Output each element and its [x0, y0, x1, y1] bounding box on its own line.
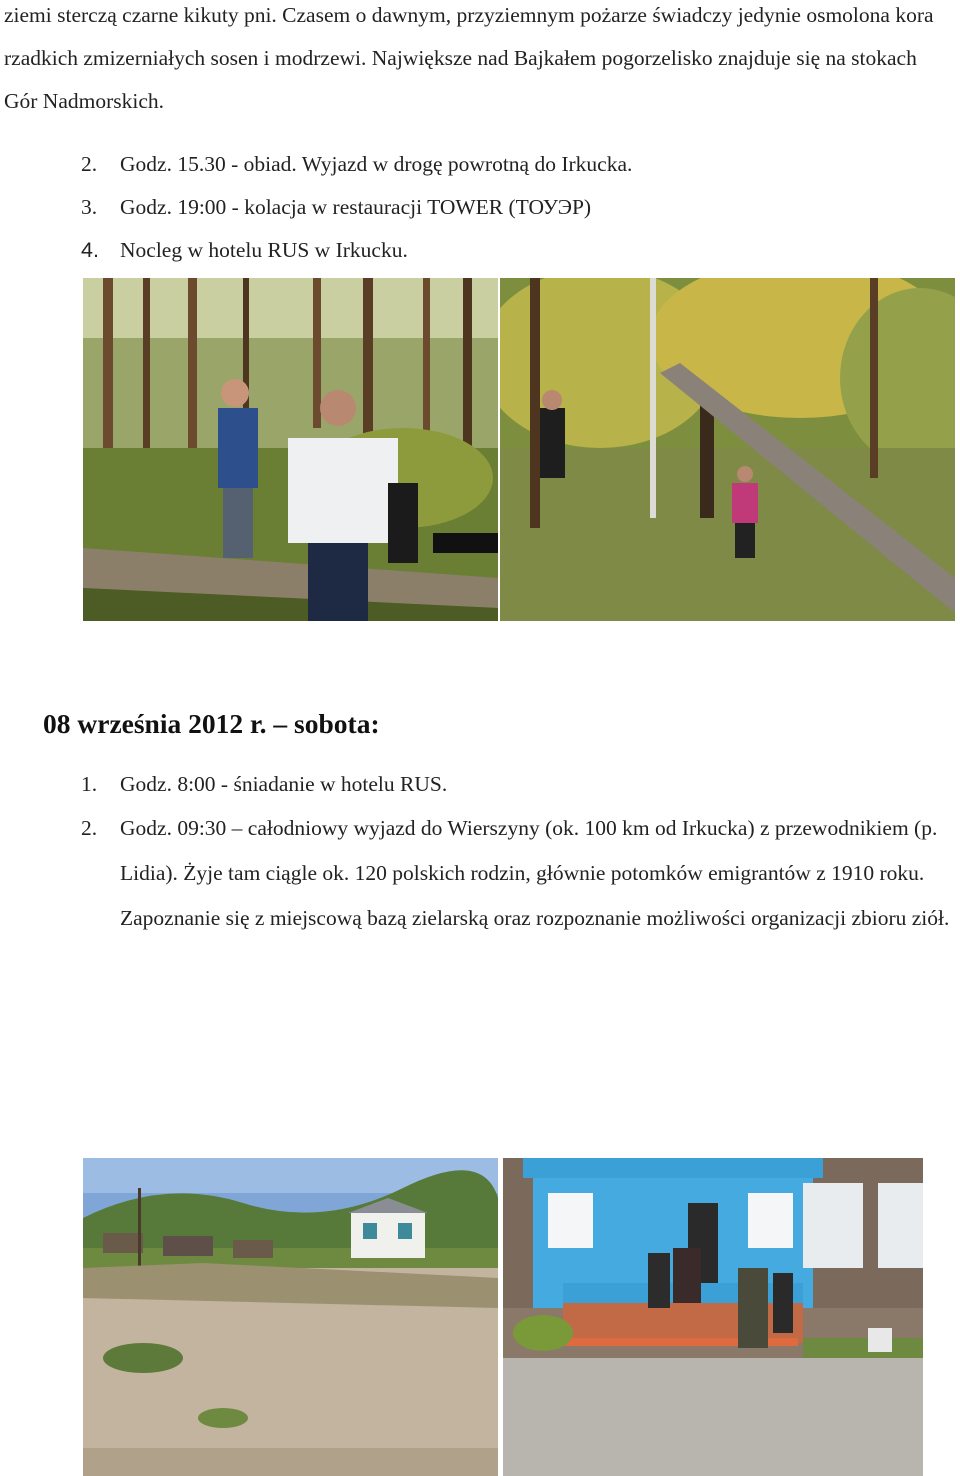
list-item-number: 3. [81, 195, 98, 219]
list-item-text: Godz. 15.30 - obiad. Wyjazd w drogę powrotną do Irkucka. [120, 152, 633, 176]
list-item [0, 186, 960, 229]
list-item [0, 229, 960, 272]
list-item-number: 1. [81, 772, 98, 796]
list-item-number: 2. [81, 152, 98, 176]
list-item [0, 806, 960, 941]
day-heading: 08 września 2012 r. – sobota: [43, 708, 380, 739]
list-item-text: Godz. 8:00 - śniadanie w hotelu RUS. [120, 772, 448, 796]
intro-paragraph: ziemi sterczą czarne kikuty pni. Czasem o dawnym, przyziemnym pożarze świadczy jedynie osmolona kora rzadkich zmizerniałych sosen i modrzewi. Największe nad Bajkałem pogorzelisko znajduje się na stokach Gór Nadmorskich. [4, 3, 934, 113]
list-item-number: 2. [81, 816, 98, 840]
list-item [0, 763, 960, 806]
list-item-text: Godz. 19:00 - kolacja w restauracji TOWER (ТОУЭР) [120, 195, 592, 219]
schedule-list-day2 [0, 763, 960, 941]
village-road-photo-icon [83, 1158, 498, 1476]
list-item-text: Godz. 09:30 – całodniowy wyjazd do Wierszyny (ok. 100 km od Irkucka) z przewodnikiem (p. Lidia). Żyje tam ciągle ok. 120 polskich rodzin, głównie potomków emigrantów z 1910 roku. Zapoznanie się z miejscową bazą zielarską oraz rozpoznanie możliwości organizacji zbioru ziół. [120, 816, 950, 930]
list-item-text: Nocleg w hotelu RUS w Irkucku. [120, 238, 408, 262]
forest-fallen-tree-photo-icon [500, 278, 955, 621]
schedule-list-day1 [0, 143, 960, 272]
list-item-number: 4. [81, 238, 99, 262]
forest-people-photo-icon [83, 278, 498, 621]
list-item [0, 143, 960, 186]
blue-house-porch-photo-icon [503, 1158, 923, 1476]
